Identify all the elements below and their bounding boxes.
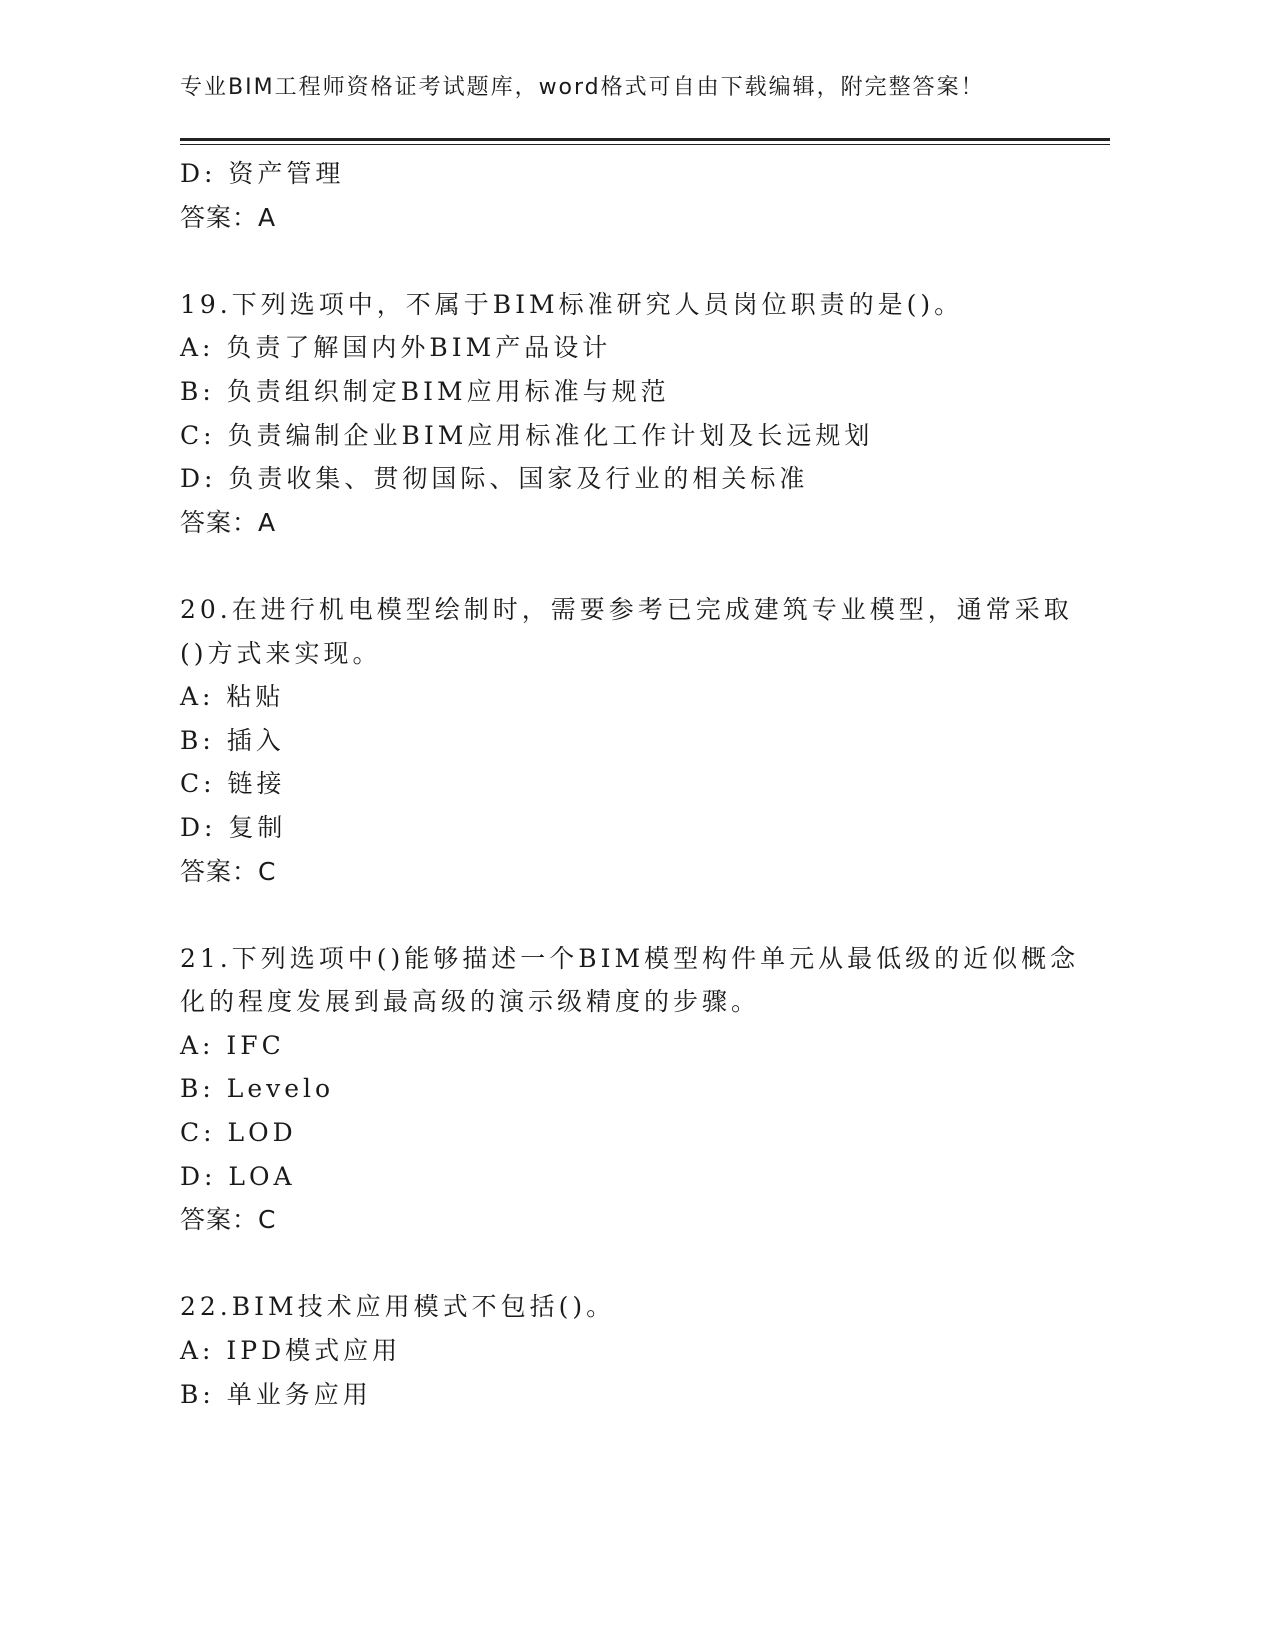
option-a: A: IFC [180, 1030, 285, 1060]
option-d: D: 复制 [180, 812, 287, 842]
option-d: D: 负责收集、贯彻国际、国家及行业的相关标准 [180, 464, 809, 494]
answer: 答案：A [180, 507, 277, 537]
answer: 答案：C [180, 1205, 277, 1235]
option-a: A: 粘贴 [180, 682, 285, 712]
option-a: A: IPD模式应用 [180, 1336, 402, 1366]
option-c: C: 链接 [180, 769, 286, 799]
document-content [180, 152, 1110, 1416]
option-b: B: 单业务应用 [180, 1379, 372, 1409]
answer: 答案：C [180, 856, 277, 886]
question-text: 20.在进行机电模型绘制时，需要参考已完成建筑专业模型，通常采取 [180, 594, 1073, 624]
spacer [180, 1242, 1110, 1286]
option-c: C: LOD [180, 1118, 297, 1148]
page-header: 专业BIM工程师资格证考试题库，word格式可自由下载编辑，附完整答案！ [180, 75, 985, 100]
spacer [180, 893, 1110, 937]
option-b: B: 负责组织制定BIM应用标准与规范 [180, 376, 670, 406]
document-page [180, 0, 1110, 1650]
question-19 [180, 283, 1110, 545]
spacer [180, 239, 1110, 283]
question-text: 21.下列选项中()能够描述一个BIM模型构件单元从最低级的近似概念 [180, 943, 1080, 973]
spacer [180, 544, 1110, 588]
prev-question-option-d: D: 资产管理 [180, 159, 345, 188]
question-text: 22.BIM技术应用模式不包括()。 [180, 1292, 616, 1322]
question-21 [180, 937, 1110, 1242]
option-c: C: 负责编制企业BIM应用标准化工作计划及长远规划 [180, 420, 874, 450]
question-text: 19.下列选项中，不属于BIM标准研究人员岗位职责的是()。 [180, 289, 964, 319]
question-20 [180, 588, 1110, 893]
option-a: A: 负责了解国内外BIM产品设计 [180, 333, 612, 363]
prev-question-answer: 答案：A [180, 202, 277, 232]
question-text-continued: ()方式来实现。 [180, 638, 382, 668]
header-divider [180, 138, 1110, 145]
question-text-continued: 化的程度发展到最高级的演示级精度的步骤。 [180, 987, 761, 1017]
option-b: B: Levelo [180, 1074, 335, 1104]
option-d: D: LOA [180, 1161, 296, 1191]
option-b: B: 插入 [180, 725, 285, 755]
question-22 [180, 1285, 1110, 1416]
